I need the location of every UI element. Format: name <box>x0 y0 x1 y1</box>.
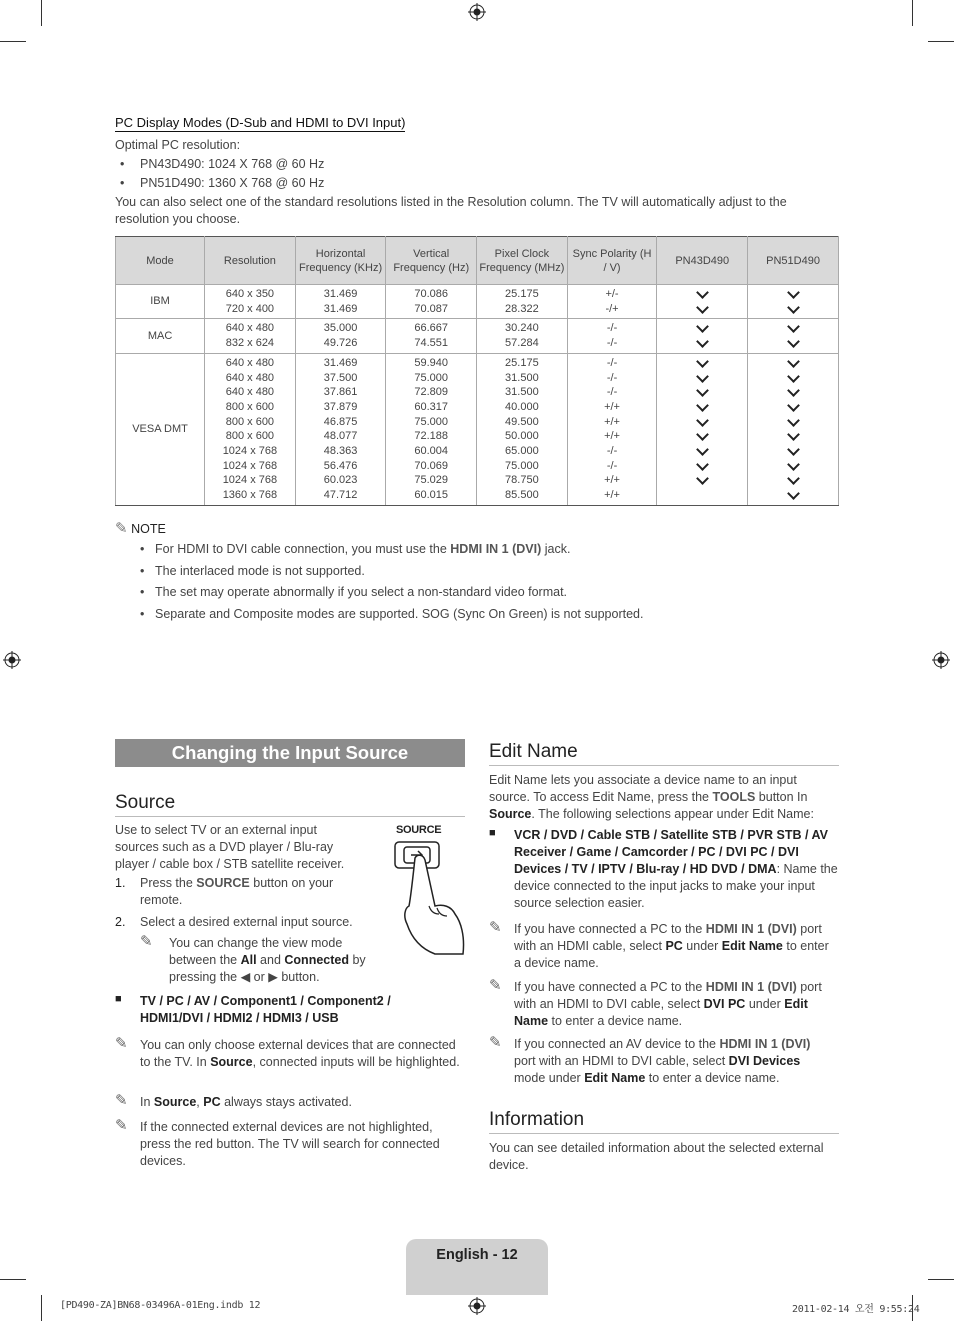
cell-value: 31.500 <box>505 371 539 384</box>
cell-value: 25.175 <box>505 356 539 369</box>
print-timestamp: 2011-02-14 오전 9:55:24 <box>792 1304 920 1315</box>
chevron-down-icon <box>786 444 800 459</box>
table-cell-pn51 <box>748 319 839 353</box>
step-number: 1. <box>115 876 126 890</box>
table-cell-sync <box>567 319 657 353</box>
cell-value: 46.875 <box>323 415 358 428</box>
cell-value: 72.809 <box>414 386 449 399</box>
cell-value: 30.240 <box>505 322 539 335</box>
section-title: Changing the Input Source <box>115 739 465 767</box>
cell-value: 800 x 600 <box>225 415 275 428</box>
cell-value: 1024 x 768 <box>222 459 278 472</box>
square-bullet: ■ <box>115 993 122 1005</box>
cell-value: 70.087 <box>414 302 449 315</box>
pencil-icon: ✎ <box>115 1035 128 1052</box>
cell-value: 640 x 480 <box>225 371 275 384</box>
cell-value: 31.469 <box>323 356 358 369</box>
table-row <box>116 319 839 353</box>
source-heading: Source <box>115 792 465 817</box>
square-bullet: ■ <box>489 827 496 839</box>
chevron-down-icon <box>695 400 709 415</box>
chevron-down-icon <box>786 488 800 503</box>
cell-value: 72.188 <box>414 430 449 443</box>
step-number: 2. <box>115 915 126 929</box>
table-header: Pixel Clock Frequency (MHz) <box>477 237 568 285</box>
step-1: Press the SOURCE button on your remote. <box>140 876 334 907</box>
cell-value: 1360 x 768 <box>222 489 278 502</box>
cell-value: 70.086 <box>414 288 449 300</box>
cell-value: +/- <box>605 288 619 300</box>
cell-value: 85.500 <box>505 489 539 502</box>
table-cell-resolution <box>205 353 296 505</box>
cell-value: 40.000 <box>505 400 539 413</box>
table-cell-mode: MAC <box>116 319 205 353</box>
cell-value: 75.000 <box>414 415 449 428</box>
cell-value: 37.879 <box>323 400 358 413</box>
pencil-icon: ✎ <box>115 520 128 537</box>
chevron-down-icon <box>695 336 709 351</box>
table-cell-hfreq <box>295 285 386 319</box>
resolution-bullet: • PN51D490: 1360 X 768 @ 60 Hz <box>120 176 325 190</box>
cell-value: +/+ <box>604 400 620 413</box>
cell-value: 35.000 <box>323 322 358 335</box>
table-header: Resolution <box>205 237 296 285</box>
cell-value: 49.500 <box>505 415 539 428</box>
cell-value: -/- <box>606 459 618 472</box>
chevron-down-icon <box>695 429 709 444</box>
table-header: Mode <box>116 237 205 285</box>
resolution-description: You can also select one of the standard resolutions listed in the Resolution column. The TV will automatically adjust to the resolution you choose. <box>115 195 787 226</box>
information-text: You can see detailed information about the selected external device. <box>489 1141 824 1172</box>
cell-value: +/+ <box>604 474 620 487</box>
pencil-icon: ✎ <box>489 977 502 994</box>
pc-modes-title: PC Display Modes (D-Sub and HDMI to DVI Input) <box>115 115 406 130</box>
source-note: You can only choose external devices that are connected to the TV. In Source, connected inputs will be highlighted. <box>140 1038 460 1069</box>
cell-value: 720 x 400 <box>225 302 275 315</box>
table-cell-pn51 <box>748 285 839 319</box>
table-cell-pn51 <box>748 353 839 505</box>
table-cell-mode: VESA DMT <box>116 353 205 505</box>
remote-hand-icon <box>385 836 465 956</box>
cell-value: 59.940 <box>414 356 449 369</box>
registration-mark-icon <box>468 1297 486 1315</box>
table-cell-pn43 <box>657 353 748 505</box>
table-cell-vfreq <box>386 319 477 353</box>
cell-value: 1024 x 768 <box>222 474 278 487</box>
table-cell-vfreq <box>386 353 477 505</box>
source-intro: Use to select TV or an external input sources such as a DVD player / Blu-ray player / cable box / STB satellite receiver. <box>115 823 345 871</box>
note-heading: ✎ NOTE <box>115 520 166 537</box>
edit-name-list: VCR / DVD / Cable STB / Satellite STB / PVR STB / AV Receiver / Game / Camcorder / PC / DVI PC / DVI Devices / TV / IPTV / Blu-ray / HD DVD / DMA: Name the device connected to the input jacks to make your input source selection easier. <box>514 828 838 910</box>
cell-value: 37.861 <box>323 386 358 399</box>
header-horizontal-frequency: Horizontal Frequency (KHz) <box>298 247 383 274</box>
input-source-list: TV / PC / AV / Component1 / Component2 / HDMI1/DVI / HDMI2 / HDMI3 / USB <box>140 994 391 1025</box>
cell-value: 800 x 600 <box>225 430 275 443</box>
cell-value: 640 x 480 <box>225 322 275 335</box>
note-item: • The set may operate abnormally if you select a non-standard video format. <box>140 585 568 599</box>
table-header <box>295 237 386 285</box>
table-cell-sync <box>567 285 657 319</box>
cell-value: 57.284 <box>505 337 539 350</box>
cell-value: -/- <box>606 356 618 369</box>
chevron-down-icon <box>695 473 709 488</box>
resolution-bullet: • PN43D490: 1024 X 768 @ 60 Hz <box>120 157 325 171</box>
cell-value: 75.029 <box>414 474 449 487</box>
chevron-down-icon <box>786 400 800 415</box>
source-note: In Source, PC always stays activated. <box>140 1095 352 1109</box>
edit-name-intro: Edit Name lets you associate a device name to an input source. To access Edit Name, press the TOOLS button In Source. The following selections appear under Edit Name: <box>489 773 814 821</box>
note-item: • For HDMI to DVI cable connection, you must use the HDMI IN 1 (DVI) jack. <box>140 542 571 556</box>
cell-value: 50.000 <box>505 430 539 443</box>
step-2: Select a desired external input source. <box>140 915 353 929</box>
cell-value: 37.500 <box>323 371 358 384</box>
table-cell-pclk <box>477 353 568 505</box>
cell-value: 60.317 <box>414 400 449 413</box>
table-header: PN43D490 <box>657 237 748 285</box>
cell-value: 65.000 <box>505 445 539 458</box>
table-header: PN51D490 <box>748 237 839 285</box>
cell-value: 60.015 <box>414 489 449 502</box>
cell-value: 25.175 <box>505 288 539 300</box>
note-item: • The interlaced mode is not supported. <box>140 564 365 578</box>
table-cell-vfreq <box>386 285 477 319</box>
cell-value: 800 x 600 <box>225 400 275 413</box>
cell-value: 74.551 <box>414 337 449 350</box>
pc-modes-table <box>115 236 839 506</box>
cell-value: 28.322 <box>505 302 539 315</box>
chevron-down-icon <box>695 302 709 317</box>
cell-value: +/+ <box>604 415 620 428</box>
edit-name-note: If you have connected a PC to the HDMI IN 1 (DVI) port with an HDMI cable, select PC under Edit Name to enter a device name. <box>514 922 829 970</box>
information-heading: Information <box>489 1109 839 1134</box>
chevron-down-icon <box>695 356 709 371</box>
table-cell-resolution <box>205 319 296 353</box>
cell-value: 60.004 <box>414 445 449 458</box>
registration-mark-icon <box>932 651 950 669</box>
pencil-icon: ✎ <box>489 1034 502 1051</box>
source-note: If the connected external devices are not highlighted, press the red button. The TV will search for connected devices. <box>140 1120 440 1168</box>
cell-value: 31.469 <box>323 288 358 300</box>
cell-value: 31.469 <box>323 302 358 315</box>
table-cell-hfreq <box>295 353 386 505</box>
chevron-down-icon <box>786 336 800 351</box>
chevron-down-icon <box>695 385 709 400</box>
cell-value: 60.023 <box>323 474 358 487</box>
pencil-icon: ✎ <box>115 1117 128 1134</box>
pencil-icon: ✎ <box>115 1092 128 1109</box>
registration-mark-icon <box>468 3 486 21</box>
cell-value: 31.500 <box>505 386 539 399</box>
table-cell-mode: IBM <box>116 285 205 319</box>
cell-value: -/- <box>606 445 618 458</box>
chevron-down-icon <box>786 302 800 317</box>
table-row <box>116 285 839 319</box>
cell-value: 48.077 <box>323 430 358 443</box>
cell-value: 78.750 <box>505 474 539 487</box>
cell-value: +/+ <box>604 430 620 443</box>
cell-value: 56.476 <box>323 459 358 472</box>
pencil-icon: ✎ <box>140 933 153 950</box>
step-2-note: You can change the view mode between the All and Connected by pressing the ◀ or ▶ button. <box>169 936 366 984</box>
edit-name-heading: Edit Name <box>489 741 839 766</box>
cell-value: 70.069 <box>414 459 449 472</box>
cell-value: 640 x 480 <box>225 356 275 369</box>
cell-value: 75.000 <box>414 371 449 384</box>
cell-value: 48.363 <box>323 445 358 458</box>
file-info: [PD490-ZA]BN68-03496A-01Eng.indb 12 <box>60 1300 261 1311</box>
cell-value: -/- <box>606 386 618 399</box>
edit-name-note: If you have connected a PC to the HDMI IN 1 (DVI) port with an HDMI to DVI cable, select DVI PC under Edit Name to enter a device name. <box>514 980 822 1028</box>
chevron-down-icon <box>695 287 709 302</box>
cell-value: 66.667 <box>414 322 449 335</box>
chevron-down-icon <box>695 444 709 459</box>
cell-value: 47.712 <box>323 489 358 502</box>
table-cell-pn43 <box>657 319 748 353</box>
table-row <box>116 353 839 505</box>
cell-value: -/- <box>606 337 618 350</box>
pencil-icon: ✎ <box>489 919 502 936</box>
cell-value: 1024 x 768 <box>222 445 278 458</box>
cell-value: -/- <box>606 371 618 384</box>
chevron-down-icon <box>786 356 800 371</box>
remote-source-label: SOURCE <box>396 824 442 836</box>
cell-value: 49.726 <box>323 337 358 350</box>
table-cell-pclk <box>477 319 568 353</box>
edit-name-note: If you connected an AV device to the HDMI IN 1 (DVI) port with an HDMI to DVI cable, select DVI Devices mode under Edit Name to enter a device name. <box>514 1037 811 1085</box>
optimal-resolution-label: Optimal PC resolution: <box>115 138 241 152</box>
note-item: • Separate and Composite modes are supported. SOG (Sync On Green) is not supported. <box>140 607 644 621</box>
cell-value: 640 x 350 <box>225 288 275 300</box>
cell-value: 75.000 <box>505 459 539 472</box>
table-cell-hfreq <box>295 319 386 353</box>
cell-value: -/+ <box>605 302 619 315</box>
cell-value: 640 x 480 <box>225 386 275 399</box>
chevron-down-icon <box>786 287 800 302</box>
cell-value: -/- <box>606 322 618 335</box>
table-header: Sync Polarity (H / V) <box>567 237 657 285</box>
table-cell-pclk <box>477 285 568 319</box>
table-cell-sync <box>567 353 657 505</box>
cell-value: +/+ <box>604 489 620 502</box>
page-number: English - 12 <box>436 1247 518 1263</box>
cell-value: 832 x 624 <box>225 337 275 350</box>
table-header: Vertical Frequency (Hz) <box>386 237 477 285</box>
table-cell-resolution <box>205 285 296 319</box>
table-cell-pn43 <box>657 285 748 319</box>
registration-mark-icon <box>3 651 21 669</box>
